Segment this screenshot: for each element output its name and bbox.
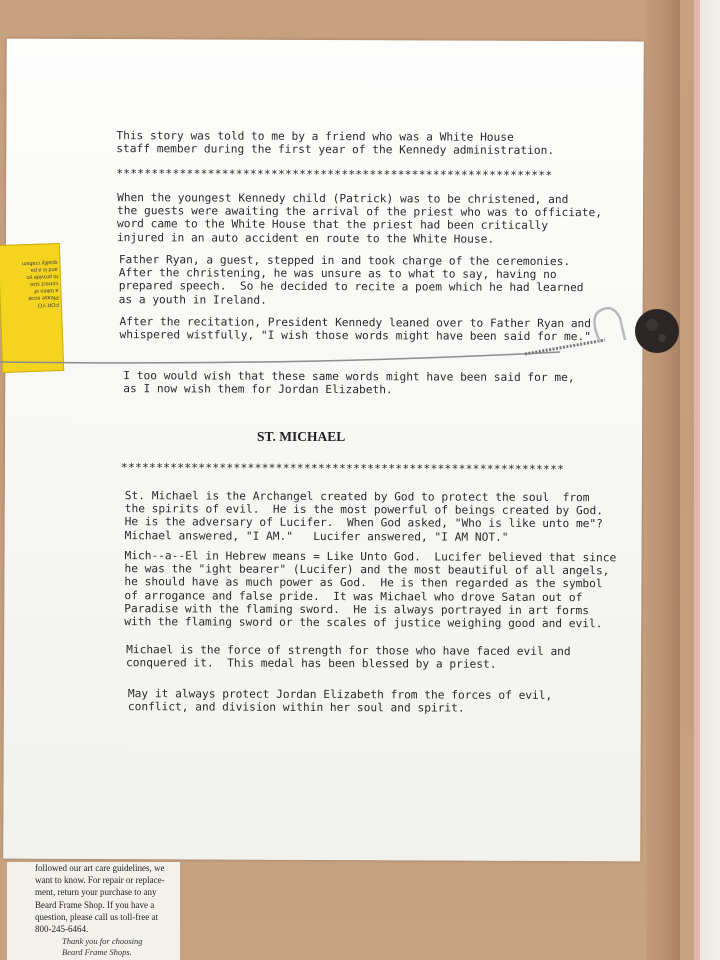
receipt-body: followed our art care guidelines, we want to know. For repair or replace- ment, return your purchase to any Beard Frame Shop. If you have a question, please call us toll-free at 800-245-6464. — [35, 863, 165, 935]
divider-stars-top: ************************************************************** — [116, 167, 553, 182]
paragraph-hebrew-meaning: Mich--a--El in Hebrew means = Like Unto God. Lucifer believed that since he was the "ight bearer" (Lucifer) and the most beautiful of all angels, he should have as much power as God. He is then regarded as the symbol of arrogance and false pride. It was Michael who drove Satan out of Paradise with the flaming sword. He is always portrayed in art forms with the flaming sword or the scales of justice weighing good and evil. — [124, 549, 617, 631]
paragraph-archangel: St. Michael is the Archangel created by God to protect the soul from the spirits of evil. He is the most powerful of beings created by God. He is the adversary of Lucifer. When God asked, "Who is like unto me"? Michael answered, "I AM." Lucifer answered, "I AM NOT." — [124, 489, 603, 544]
receipt-thanks: Thank you for choosing Beard Frame Shops. — [62, 936, 143, 957]
medal-icon — [635, 309, 679, 353]
tag-text: FOR YO Please scrat a token of correct size to provide yo and is a pa quality craftsm — [21, 258, 59, 308]
paragraph-jordan-wish: I too would wish that these same words might have been said for me, as I now wish them for Jordan Elizabeth. — [123, 369, 575, 397]
heading-st-michael: ST. MICHAEL — [257, 429, 346, 444]
divider-stars-mid: *************************************************************** — [120, 461, 565, 477]
paragraph-christening: When the youngest Kennedy child (Patrick) was to be christened, and the guests were awaiting the arrival of the priest who was to officiate, word came to the White House that the priest had been critically injured in an auto accident en route to the White House. — [116, 191, 603, 246]
frame-shop-receipt — [7, 862, 180, 960]
intro-text: This story was told to me by a friend who was a White House staff member during the first year of the Kennedy administration. — [116, 129, 555, 158]
paragraph-recitation: After the recitation, President Kennedy leaned over to Father Ryan and whispered wistfully, "I wish those words might have been said for me." — [119, 315, 592, 344]
paragraph-father-ryan: Father Ryan, a guest, stepped in and took charge of the ceremonies. After the christening, he was unsure as to what to say, having no prepared speech. So he decided to recite a poem which he had learned as a youth in Ireland. — [118, 253, 584, 307]
paragraph-force-of-strength: Michael is the force of strength for those who have faced evil and conquered it. This medal has been blessed by a priest. — [126, 643, 571, 671]
paragraph-protection-blessing: May it always protect Jordan Elizabeth from the forces of evil, conflict, and division within her soul and spirit. — [127, 687, 553, 715]
